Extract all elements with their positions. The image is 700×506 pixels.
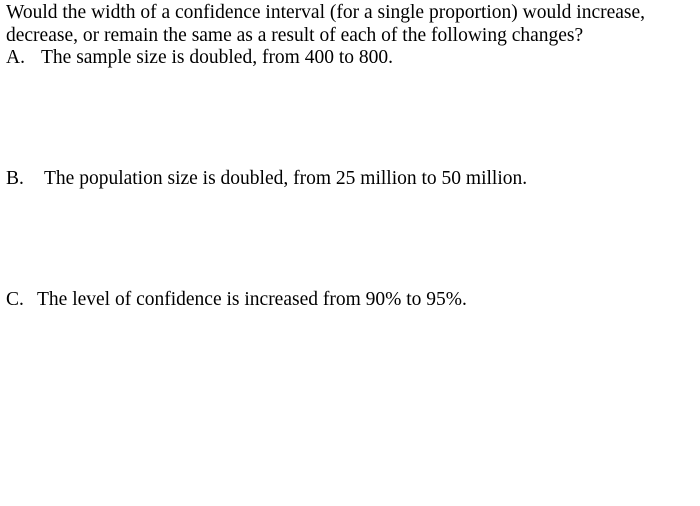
question-text-line-1: Would the width of a confidence interval (for a single proportion) would increase, [6,2,646,23]
item-marker-a: A. [6,47,25,68]
item-text-a: The sample size is doubled, from 400 to 800. [41,47,394,68]
list-item-c [6,288,467,312]
question-text-line-2: decrease, or remain the same as a result of each of the following changes? [6,25,584,46]
item-text-c: The level of confidence is increased from 90% to 95%. [37,289,467,310]
list-item-a [6,46,393,70]
item-text-b: The population size is doubled, from 25 million to 50 million. [44,168,528,189]
item-marker-b: B. [6,168,24,189]
list-item-b [6,167,527,191]
item-marker-c: C. [6,289,24,310]
